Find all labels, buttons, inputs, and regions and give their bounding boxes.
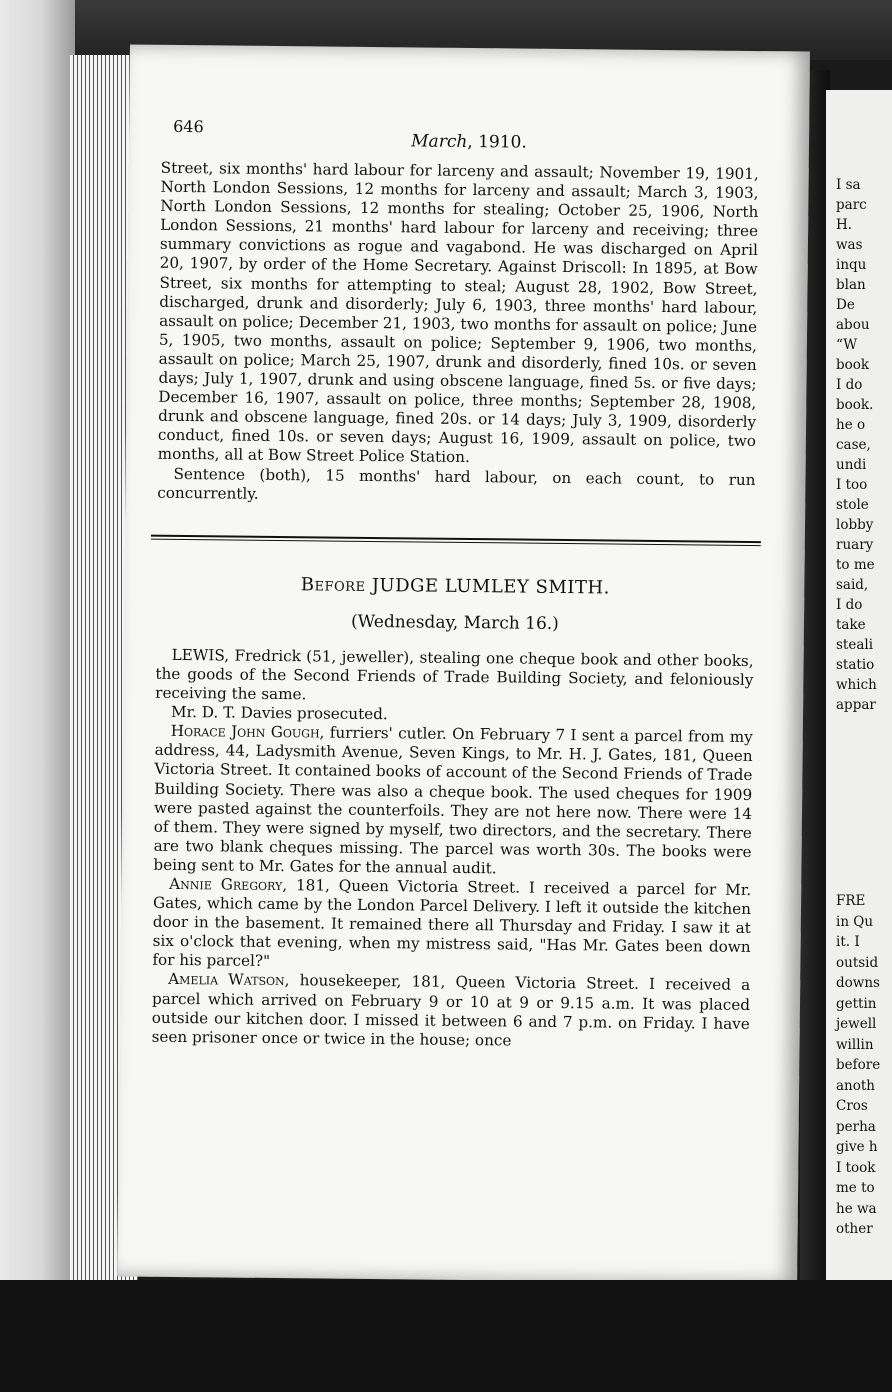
running-head — [129, 128, 809, 155]
facing-page-fragment: stole — [836, 497, 869, 513]
facing-page-fragment: FRE — [836, 893, 866, 909]
facing-page-fragment: I sa — [836, 177, 861, 193]
facing-page-fragment: outsid — [836, 954, 879, 971]
witness-testimony-gough — [153, 722, 753, 881]
facing-page-fragment: book. — [836, 397, 874, 413]
facing-page-fragment: give h — [836, 1139, 878, 1155]
facing-page-fragment: was — [836, 237, 863, 253]
scan-bottom-border — [0, 1280, 892, 1392]
witness-testimony-gregory — [152, 875, 751, 977]
section-heading-judge: JUDGE LUMLEY SMITH. — [371, 574, 610, 599]
previous-convictions-paragraph: Street, six months' hard labour for larceny and assault; November 19, 1901, North London Sessions, 12 months for larceny and assault; March 3, 1903, North London Sessions, 12 months for stealing; October 25, 1906, North London Sessions, 21 months' hard labour for larceny and receiving; three summary convictions as rogue and vagabond. He was discharged on April 20, 1907, by order of the Home Secretary. Against Driscoll: In 1895, at Bow Street, six months for attempting to steal; August 28, 1902, Bow Street, discharged, drunk and disorderly; July 6, 1903, three months' hard labour, assault on police; December 21, 1903, two months for assault on police; June 5, 1905, two months, assault on police; September 9, 1906, two months, assault on police; March 25, 1907, drunk and disorderly, fined 10s. or seven days; July 1, 1907, drunk and using obscene language, fined 5s. or five days; December 16, 1907, assault on police, three months; September 28, 1908, drunk and obscene language, fined 20s. or 14 days; July 3, 1909, disorderly conduct, fined 10s. or seven days; August 16, 1909, assault on police, two months, all at Bow Street Police Station. — [157, 158, 759, 467]
facing-page-fragment: undi — [836, 457, 867, 473]
sentence-paragraph: Sentence (both), 15 months' hard labour, on each count, to run concurrently. — [157, 464, 756, 503]
book-page — [117, 44, 810, 1283]
facing-page-fragment: abou — [836, 317, 870, 333]
facing-page-fragment: blan — [836, 277, 866, 293]
facing-page-fragment: ruary — [836, 537, 874, 553]
section-divider — [151, 534, 761, 545]
witness-testimony-watson — [152, 970, 751, 1053]
facing-page-fragment: in Qu — [836, 913, 874, 930]
facing-page-fragment: De — [836, 297, 855, 313]
facing-page-fragment: gettin — [836, 995, 877, 1012]
witness-text-watson: housekeeper, 181, Queen Victoria Street. I received a parcel which arrived on February 9 or 10 at 9 or 9.15 a.m. It was placed outside our kitchen door. I missed it between 6 and 7 p.m. on Friday. I have seen prisoner once or twice in the house; once — [151, 971, 751, 1050]
facing-page-fragment: lobby — [836, 517, 874, 533]
facing-page-fragment: willin — [836, 1036, 874, 1053]
facing-page-fragment: “W — [836, 337, 858, 353]
section-date: (Wednesday, March 16.) — [350, 611, 559, 634]
facing-page-fragment: jewell — [836, 1016, 877, 1032]
witness-name-gregory: Annie Gregory, — [169, 874, 288, 895]
facing-page-fragment: anoth — [836, 1077, 875, 1094]
witness-name-watson: Amelia Watson, — [168, 970, 290, 990]
facing-page-fragment: me to — [836, 1180, 875, 1196]
section-heading — [156, 573, 754, 598]
facing-page-fragment: I do — [836, 377, 863, 393]
facing-page-fragment: case, — [836, 437, 871, 453]
witness-name-gough: Horace John Gough, — [170, 722, 325, 742]
facing-page-fragment: H. — [836, 217, 853, 233]
facing-page-fragment: he wa — [836, 1200, 877, 1217]
scan-left-margin — [0, 0, 75, 1392]
facing-page-fragment: statio — [836, 657, 875, 673]
running-head-year: 1910. — [478, 132, 527, 153]
facing-page-fragment: to me — [836, 557, 875, 573]
facing-page-fragment: which — [836, 677, 877, 693]
facing-page-fragment: take — [836, 617, 866, 633]
facing-page-fragment: I took — [836, 1159, 876, 1176]
facing-page-fragment: he o — [836, 417, 866, 433]
section-heading-before: Before — [300, 573, 366, 596]
facing-page-fragment: downs — [836, 975, 880, 991]
facing-page-fragment: appar — [836, 697, 876, 713]
facing-page-fragment: it. I — [836, 934, 860, 950]
facing-page-fragment: steali — [836, 637, 874, 653]
page-number: 646 — [173, 116, 204, 137]
running-head-month: March — [411, 131, 468, 152]
facing-page-fragment: Cros — [836, 1098, 868, 1114]
running-head-comma: , — [467, 131, 479, 153]
facing-page-fragment: before — [836, 1057, 881, 1073]
facing-page-fragment: I too — [836, 477, 868, 493]
witness-text-gough: furriers' cutler. On February 7 I sent a parcel from my address, 44, Ladysmith Avenue, Seven Kings, to Mr. H. J. Gates, 181, Queen Victoria Street. It contained books of account of the Second Friends of Trade Building Society. There was also a cheque book. The used cheques for 1909 were pasted against the counterfoils. They are not here now. There were 14 of them. They were signed by myself, two directors, and the secretary. There are two blank cheques missing. The parcel was worth 30s. The books were being sent to Mr. Gates for the annual audit. — [153, 723, 753, 878]
facing-page-fragment: parc — [836, 197, 867, 213]
facing-page — [826, 90, 892, 1320]
case-introduction: LEWIS, Fredrick (51, jeweller), stealing one cheque book and other books, the goods of the Second Friends of Trade Building Society, and feloniously receiving the same. — [155, 645, 754, 704]
page-body — [152, 159, 759, 1053]
facing-page-fragment: perha — [836, 1118, 876, 1135]
facing-page-fragment: said, — [836, 577, 869, 593]
facing-page-fragment: I do — [836, 597, 863, 613]
prosecutor-line: Mr. D. T. Davies prosecuted. — [170, 703, 388, 724]
facing-page-fragment: book — [836, 357, 870, 373]
witness-text-gregory: 181, Queen Victoria Street. I received a parcel for Mr. Gates, which came by the London Parcel Delivery. I left it outside the kitchen door in the basement. It remained there all Thursday and Friday. I saw it at six o'clock that evening, when my mistress said, "Has Mr. Gates been down for his parcel?" — [152, 876, 752, 971]
facing-page-fragment: inqu — [836, 257, 867, 273]
facing-page-fragment: other — [836, 1221, 873, 1237]
